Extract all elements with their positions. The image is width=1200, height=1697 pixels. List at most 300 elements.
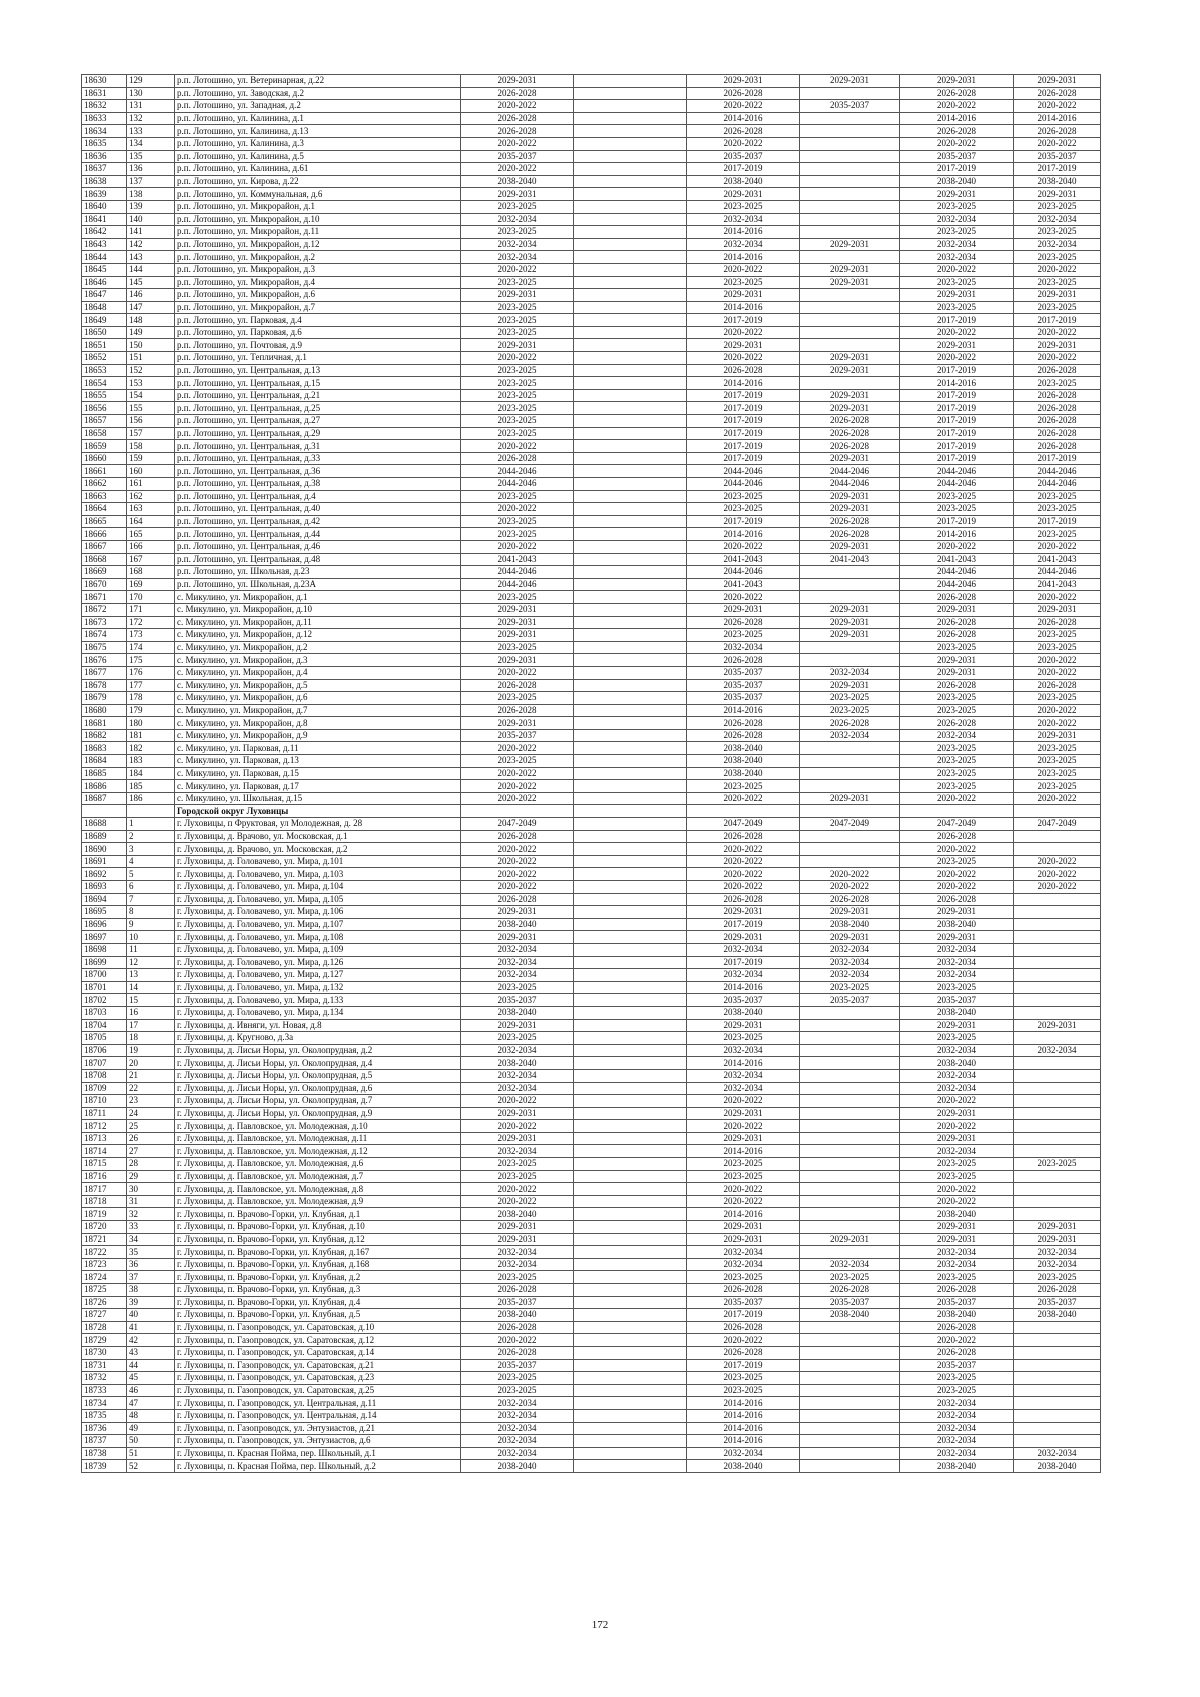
table-row (82, 1158, 1101, 1171)
period-6-cell (1014, 1321, 1101, 1334)
period-5-cell: 2017-2019 (900, 440, 1014, 453)
record-id-cell: 18719 (82, 1208, 127, 1221)
period-6-cell: 2017-2019 (1014, 163, 1101, 176)
period-3-cell: 2017-2019 (687, 163, 800, 176)
period-1-cell: 2029-2031 (461, 289, 574, 302)
row-number-cell: 37 (127, 1271, 175, 1284)
period-6-cell: 2032-2034 (1014, 1258, 1101, 1271)
row-number-cell: 148 (127, 314, 175, 327)
address-cell: г. Луховицы, д. Лисьи Норы, ул. Околопрудная, д.7 (175, 1095, 461, 1108)
period-6-cell: 2026-2028 (1014, 87, 1101, 100)
period-3-cell: 2038-2040 (687, 175, 800, 188)
period-2-cell (574, 1057, 687, 1070)
row-number-cell: 160 (127, 465, 175, 478)
period-1-cell: 2020-2022 (461, 163, 574, 176)
row-number-cell: 9 (127, 918, 175, 931)
address-cell: г. Луховицы, д. Головачево, ул. Мира, д.133 (175, 994, 461, 1007)
period-6-cell: 2041-2043 (1014, 578, 1101, 591)
address-cell: р.п. Лотошино, ул. Парковая, д.4 (175, 314, 461, 327)
table-row (82, 352, 1101, 365)
period-1-cell: 2029-2031 (461, 339, 574, 352)
period-4-cell (800, 755, 900, 768)
period-3-cell: 2032-2034 (687, 1447, 800, 1460)
row-number-cell: 136 (127, 163, 175, 176)
table-row (82, 326, 1101, 339)
period-2-cell (574, 402, 687, 415)
table-row (82, 1296, 1101, 1309)
period-6-cell (1014, 1107, 1101, 1120)
row-number-cell: 17 (127, 1019, 175, 1032)
period-4-cell: 2026-2028 (800, 440, 900, 453)
period-4-cell: 2026-2028 (800, 515, 900, 528)
address-cell: г. Луховицы, д. Лисьи Норы, ул. Околопрудная, д.5 (175, 1069, 461, 1082)
period-6-cell (1014, 943, 1101, 956)
period-3-cell: 2020-2022 (687, 1195, 800, 1208)
period-2-cell (574, 314, 687, 327)
row-number-cell: 150 (127, 339, 175, 352)
address-cell: г. Луховицы, д. Павловское, ул. Молодежная, д.10 (175, 1120, 461, 1133)
period-5-cell: 2044-2046 (900, 566, 1014, 579)
record-id-cell: 18657 (82, 415, 127, 428)
period-3-cell: 2044-2046 (687, 566, 800, 579)
period-4-cell: 2041-2043 (800, 553, 900, 566)
period-5-cell: 2032-2034 (900, 1422, 1014, 1435)
period-5-cell: 2032-2034 (900, 251, 1014, 264)
row-number-cell: 41 (127, 1321, 175, 1334)
period-3-cell: 2038-2040 (687, 1460, 800, 1473)
record-id-cell: 18691 (82, 855, 127, 868)
period-2-cell (574, 729, 687, 742)
period-5-cell: 2017-2019 (900, 364, 1014, 377)
period-3-cell: 2026-2028 (687, 1284, 800, 1297)
period-1-cell: 2029-2031 (461, 717, 574, 730)
period-6-cell: 2026-2028 (1014, 389, 1101, 402)
address-cell: р.п. Лотошино, ул. Микрорайон, д.6 (175, 289, 461, 302)
period-4-cell: 2032-2034 (800, 729, 900, 742)
row-number-cell: 133 (127, 125, 175, 138)
period-5-cell: 2026-2028 (900, 125, 1014, 138)
period-1-cell: 2020-2022 (461, 881, 574, 894)
period-2-cell (574, 1284, 687, 1297)
period-3-cell: 2035-2037 (687, 994, 800, 1007)
address-cell: р.п. Лотошино, ул. Западная, д.2 (175, 100, 461, 113)
period-5-cell: 2023-2025 (900, 301, 1014, 314)
period-6-cell (1014, 981, 1101, 994)
period-1-cell: 2044-2046 (461, 465, 574, 478)
period-6-cell (1014, 1422, 1101, 1435)
period-1-cell: 2026-2028 (461, 893, 574, 906)
period-2-cell (574, 755, 687, 768)
table-row (82, 566, 1101, 579)
period-3-cell: 2020-2022 (687, 326, 800, 339)
table-row (82, 855, 1101, 868)
period-6-cell: 2014-2016 (1014, 112, 1101, 125)
period-3-cell: 2023-2025 (687, 200, 800, 213)
period-2-cell (574, 415, 687, 428)
period-1-cell: 2023-2025 (461, 1158, 574, 1171)
address-cell: р.п. Лотошино, ул. Микрорайон, д.2 (175, 251, 461, 264)
table-row (82, 918, 1101, 931)
record-id-cell: 18680 (82, 704, 127, 717)
address-cell: р.п. Лотошино, ул. Микрорайон, д.7 (175, 301, 461, 314)
period-4-cell (800, 1170, 900, 1183)
address-cell: с. Микулино, ул. Микрорайон, д.10 (175, 603, 461, 616)
table-row (82, 792, 1101, 805)
period-3-cell: 2014-2016 (687, 981, 800, 994)
period-4-cell (800, 1422, 900, 1435)
period-5-cell: 2029-2031 (900, 188, 1014, 201)
record-id-cell: 18650 (82, 326, 127, 339)
period-5-cell: 2029-2031 (900, 1019, 1014, 1032)
period-6-cell (1014, 1359, 1101, 1372)
period-5-cell: 2023-2025 (900, 704, 1014, 717)
table-row (82, 100, 1101, 113)
period-1-cell: 2023-2025 (461, 200, 574, 213)
row-number-cell: 159 (127, 452, 175, 465)
table-row (82, 339, 1101, 352)
period-3-cell: 2014-2016 (687, 528, 800, 541)
period-5-cell: 2020-2022 (900, 1120, 1014, 1133)
row-number-cell: 164 (127, 515, 175, 528)
row-number-cell: 184 (127, 767, 175, 780)
record-id-cell: 18705 (82, 1032, 127, 1045)
period-5-cell: 2023-2025 (900, 755, 1014, 768)
period-4-cell: 2029-2031 (800, 490, 900, 503)
record-id-cell: 18733 (82, 1384, 127, 1397)
period-1-cell: 2020-2022 (461, 868, 574, 881)
period-1-cell: 2023-2025 (461, 364, 574, 377)
period-1-cell: 2020-2022 (461, 1195, 574, 1208)
address-cell: г. Луховицы, п. Газопроводск, ул. Энтузиастов, д.21 (175, 1422, 461, 1435)
period-4-cell: 2032-2034 (800, 956, 900, 969)
period-3-cell: 2014-2016 (687, 251, 800, 264)
period-3-cell: 2017-2019 (687, 415, 800, 428)
period-6-cell: 2023-2025 (1014, 251, 1101, 264)
address-cell: р.п. Лотошино, ул. Центральная, д.31 (175, 440, 461, 453)
period-5-cell: 2032-2034 (900, 1409, 1014, 1422)
period-6-cell (1014, 918, 1101, 931)
address-cell: г. Луховицы, п. Врачово-Горки, ул. Клубная, д.5 (175, 1309, 461, 1322)
row-number-cell: 28 (127, 1158, 175, 1171)
period-1-cell: 2044-2046 (461, 578, 574, 591)
record-id-cell: 18659 (82, 440, 127, 453)
period-5-cell: 2032-2034 (900, 1044, 1014, 1057)
row-number-cell: 34 (127, 1233, 175, 1246)
period-6-cell: 2023-2025 (1014, 641, 1101, 654)
record-id-cell: 18662 (82, 478, 127, 491)
address-cell: г. Луховицы, д. Павловское, ул. Молодежная, д.9 (175, 1195, 461, 1208)
address-cell: г. Луховицы, п. Врачово-Горки, ул. Клубная, д.1 (175, 1208, 461, 1221)
address-cell: г. Луховицы, п. Врачово-Горки, ул. Клубная, д.10 (175, 1221, 461, 1234)
table-row (82, 175, 1101, 188)
period-2-cell (574, 1233, 687, 1246)
period-2-cell (574, 780, 687, 793)
period-4-cell (800, 125, 900, 138)
row-number-cell: 11 (127, 943, 175, 956)
address-cell: р.п. Лотошино, ул. Тепличная, д.1 (175, 352, 461, 365)
record-id-cell: 18674 (82, 629, 127, 642)
period-5-cell: 2026-2028 (900, 629, 1014, 642)
period-1-cell: 2032-2034 (461, 943, 574, 956)
period-1-cell: 2029-2031 (461, 654, 574, 667)
period-4-cell (800, 163, 900, 176)
table-row (82, 553, 1101, 566)
table-row (82, 1195, 1101, 1208)
record-id-cell: 18723 (82, 1258, 127, 1271)
period-5-cell: 2038-2040 (900, 1057, 1014, 1070)
row-number-cell: 176 (127, 666, 175, 679)
table-body (82, 75, 1101, 1473)
record-id-cell: 18663 (82, 490, 127, 503)
period-5-cell: 2020-2022 (900, 1195, 1014, 1208)
period-1-cell: 2032-2034 (461, 1435, 574, 1448)
period-6-cell: 2026-2028 (1014, 1284, 1101, 1297)
record-id-cell: 18631 (82, 87, 127, 100)
period-2-cell (574, 528, 687, 541)
record-id-cell: 18700 (82, 969, 127, 982)
table-row (82, 389, 1101, 402)
period-4-cell (800, 1132, 900, 1145)
address-cell: г. Луховицы, д. Павловское, ул. Молодежная, д.7 (175, 1170, 461, 1183)
period-2-cell (574, 830, 687, 843)
period-1-cell: 2023-2025 (461, 301, 574, 314)
table-row (82, 591, 1101, 604)
row-number-cell: 31 (127, 1195, 175, 1208)
period-4-cell: 2029-2031 (800, 263, 900, 276)
address-cell: г. Луховицы, п. Врачово-Горки, ул. Клубная, д.2 (175, 1271, 461, 1284)
row-number-cell: 46 (127, 1384, 175, 1397)
section-empty-cell (127, 805, 175, 818)
period-6-cell (1014, 1397, 1101, 1410)
row-number-cell: 48 (127, 1409, 175, 1422)
table-row (82, 1460, 1101, 1473)
period-1-cell: 2020-2022 (461, 352, 574, 365)
row-number-cell: 161 (127, 478, 175, 491)
period-4-cell: 2029-2031 (800, 352, 900, 365)
period-4-cell (800, 251, 900, 264)
period-6-cell: 2038-2040 (1014, 1309, 1101, 1322)
period-4-cell (800, 289, 900, 302)
row-number-cell: 26 (127, 1132, 175, 1145)
period-3-cell: 2023-2025 (687, 503, 800, 516)
period-2-cell (574, 1208, 687, 1221)
row-number-cell: 12 (127, 956, 175, 969)
period-6-cell: 2026-2028 (1014, 616, 1101, 629)
period-4-cell (800, 742, 900, 755)
period-5-cell: 2047-2049 (900, 818, 1014, 831)
record-id-cell: 18695 (82, 906, 127, 919)
period-6-cell: 2020-2022 (1014, 717, 1101, 730)
period-2-cell (574, 855, 687, 868)
address-cell: г. Луховицы, п. Газопроводск, ул. Саратовская, д.23 (175, 1372, 461, 1385)
period-5-cell: 2029-2031 (900, 666, 1014, 679)
record-id-cell: 18709 (82, 1082, 127, 1095)
period-3-cell: 2023-2025 (687, 1271, 800, 1284)
table-row (82, 1006, 1101, 1019)
row-number-cell: 50 (127, 1435, 175, 1448)
row-number-cell: 135 (127, 150, 175, 163)
record-id-cell: 18684 (82, 755, 127, 768)
period-1-cell: 2023-2025 (461, 1170, 574, 1183)
period-1-cell: 2020-2022 (461, 780, 574, 793)
period-4-cell: 2029-2031 (800, 389, 900, 402)
record-id-cell: 18638 (82, 175, 127, 188)
row-number-cell: 137 (127, 175, 175, 188)
period-2-cell (574, 1321, 687, 1334)
table-row (82, 276, 1101, 289)
period-5-cell: 2020-2022 (900, 100, 1014, 113)
table-row (82, 717, 1101, 730)
record-id-cell: 18715 (82, 1158, 127, 1171)
row-number-cell: 29 (127, 1170, 175, 1183)
address-cell: р.п. Лотошино, ул. Центральная, д.13 (175, 364, 461, 377)
period-1-cell: 2023-2025 (461, 276, 574, 289)
table-row (82, 616, 1101, 629)
period-1-cell: 2023-2025 (461, 591, 574, 604)
row-number-cell: 144 (127, 263, 175, 276)
period-4-cell (800, 150, 900, 163)
period-2-cell (574, 666, 687, 679)
address-cell: с. Микулино, ул. Парковая, д.13 (175, 755, 461, 768)
period-2-cell (574, 1397, 687, 1410)
row-number-cell: 173 (127, 629, 175, 642)
period-6-cell (1014, 1069, 1101, 1082)
table-row (82, 200, 1101, 213)
address-cell: г. Луховицы, п. Красная Пойма, пер. Школьный, д.2 (175, 1460, 461, 1473)
row-number-cell: 42 (127, 1334, 175, 1347)
period-1-cell: 2023-2025 (461, 528, 574, 541)
table-row (82, 943, 1101, 956)
row-number-cell: 153 (127, 377, 175, 390)
period-1-cell: 2023-2025 (461, 402, 574, 415)
row-number-cell: 167 (127, 553, 175, 566)
row-number-cell: 177 (127, 679, 175, 692)
record-id-cell: 18666 (82, 528, 127, 541)
row-number-cell: 19 (127, 1044, 175, 1057)
period-4-cell (800, 137, 900, 150)
row-number-cell: 140 (127, 213, 175, 226)
row-number-cell: 175 (127, 654, 175, 667)
period-4-cell: 2029-2031 (800, 540, 900, 553)
period-4-cell (800, 641, 900, 654)
period-3-cell: 2017-2019 (687, 956, 800, 969)
period-3-cell: 2020-2022 (687, 843, 800, 856)
period-4-cell (800, 1447, 900, 1460)
period-3-cell: 2029-2031 (687, 75, 800, 88)
period-6-cell (1014, 1095, 1101, 1108)
address-cell: р.п. Лотошино, ул. Микрорайон, д.11 (175, 226, 461, 239)
period-6-cell: 2020-2022 (1014, 654, 1101, 667)
table-row (82, 1095, 1101, 1108)
period-5-cell: 2032-2034 (900, 729, 1014, 742)
row-number-cell: 22 (127, 1082, 175, 1095)
period-3-cell: 2032-2034 (687, 969, 800, 982)
section-empty-cell (900, 805, 1014, 818)
period-2-cell (574, 679, 687, 692)
table-row (82, 150, 1101, 163)
period-1-cell: 2032-2034 (461, 1145, 574, 1158)
period-4-cell: 2029-2031 (800, 679, 900, 692)
period-4-cell: 2035-2037 (800, 1296, 900, 1309)
table-row (82, 238, 1101, 251)
address-cell: с. Микулино, ул. Микрорайон, д.12 (175, 629, 461, 642)
address-cell: г. Луховицы, д. Лисьи Норы, ул. Околопрудная, д.4 (175, 1057, 461, 1070)
table-row (82, 1221, 1101, 1234)
address-cell: р.п. Лотошино, ул. Центральная, д.29 (175, 427, 461, 440)
period-1-cell: 2023-2025 (461, 755, 574, 768)
row-number-cell: 129 (127, 75, 175, 88)
period-2-cell (574, 1032, 687, 1045)
period-4-cell (800, 1460, 900, 1473)
period-4-cell (800, 213, 900, 226)
period-1-cell: 2026-2028 (461, 1346, 574, 1359)
period-2-cell (574, 213, 687, 226)
period-6-cell: 2023-2025 (1014, 503, 1101, 516)
period-1-cell: 2032-2034 (461, 1397, 574, 1410)
period-1-cell: 2020-2022 (461, 742, 574, 755)
period-6-cell: 2023-2025 (1014, 200, 1101, 213)
record-id-cell: 18720 (82, 1221, 127, 1234)
row-number-cell: 174 (127, 641, 175, 654)
period-1-cell: 2020-2022 (461, 1095, 574, 1108)
record-id-cell: 18646 (82, 276, 127, 289)
row-number-cell: 146 (127, 289, 175, 302)
record-id-cell: 18697 (82, 931, 127, 944)
period-4-cell (800, 377, 900, 390)
table-row (82, 377, 1101, 390)
address-cell: р.п. Лотошино, ул. Калинина, д.3 (175, 137, 461, 150)
record-id-cell: 18655 (82, 389, 127, 402)
row-number-cell: 25 (127, 1120, 175, 1133)
address-cell: г. Луховицы, д. Лисьи Норы, ул. Околопрудная, д.6 (175, 1082, 461, 1095)
address-cell: р.п. Лотошино, ул. Центральная, д.21 (175, 389, 461, 402)
period-6-cell: 2023-2025 (1014, 629, 1101, 642)
table-row (82, 1284, 1101, 1297)
period-4-cell: 2038-2040 (800, 918, 900, 931)
address-cell: г. Луховицы, д. Головачево, ул. Мира, д.109 (175, 943, 461, 956)
address-cell: г. Луховицы, п. Газопроводск, ул. Центральная, д.14 (175, 1409, 461, 1422)
period-6-cell: 2017-2019 (1014, 515, 1101, 528)
record-id-cell: 18699 (82, 956, 127, 969)
period-4-cell (800, 767, 900, 780)
period-5-cell: 2014-2016 (900, 112, 1014, 125)
period-1-cell: 2026-2028 (461, 87, 574, 100)
period-6-cell: 2038-2040 (1014, 1460, 1101, 1473)
table-row (82, 654, 1101, 667)
period-3-cell: 2014-2016 (687, 1397, 800, 1410)
record-id-cell: 18730 (82, 1346, 127, 1359)
period-4-cell: 2029-2031 (800, 629, 900, 642)
record-id-cell: 18672 (82, 603, 127, 616)
period-5-cell: 2029-2031 (900, 1107, 1014, 1120)
record-id-cell: 18703 (82, 1006, 127, 1019)
address-cell: р.п. Лотошино, ул. Ветеринарная, д.22 (175, 75, 461, 88)
period-6-cell: 2023-2025 (1014, 1271, 1101, 1284)
address-cell: г. Луховицы, п. Газопроводск, ул. Саратовская, д.14 (175, 1346, 461, 1359)
period-2-cell (574, 843, 687, 856)
period-4-cell: 2029-2031 (800, 616, 900, 629)
period-4-cell (800, 830, 900, 843)
period-3-cell: 2035-2037 (687, 679, 800, 692)
period-1-cell: 2020-2022 (461, 1120, 574, 1133)
period-4-cell (800, 188, 900, 201)
record-id-cell: 18713 (82, 1132, 127, 1145)
table-row (82, 994, 1101, 1007)
period-2-cell (574, 389, 687, 402)
period-2-cell (574, 943, 687, 956)
record-id-cell: 18689 (82, 830, 127, 843)
table-row (82, 1359, 1101, 1372)
